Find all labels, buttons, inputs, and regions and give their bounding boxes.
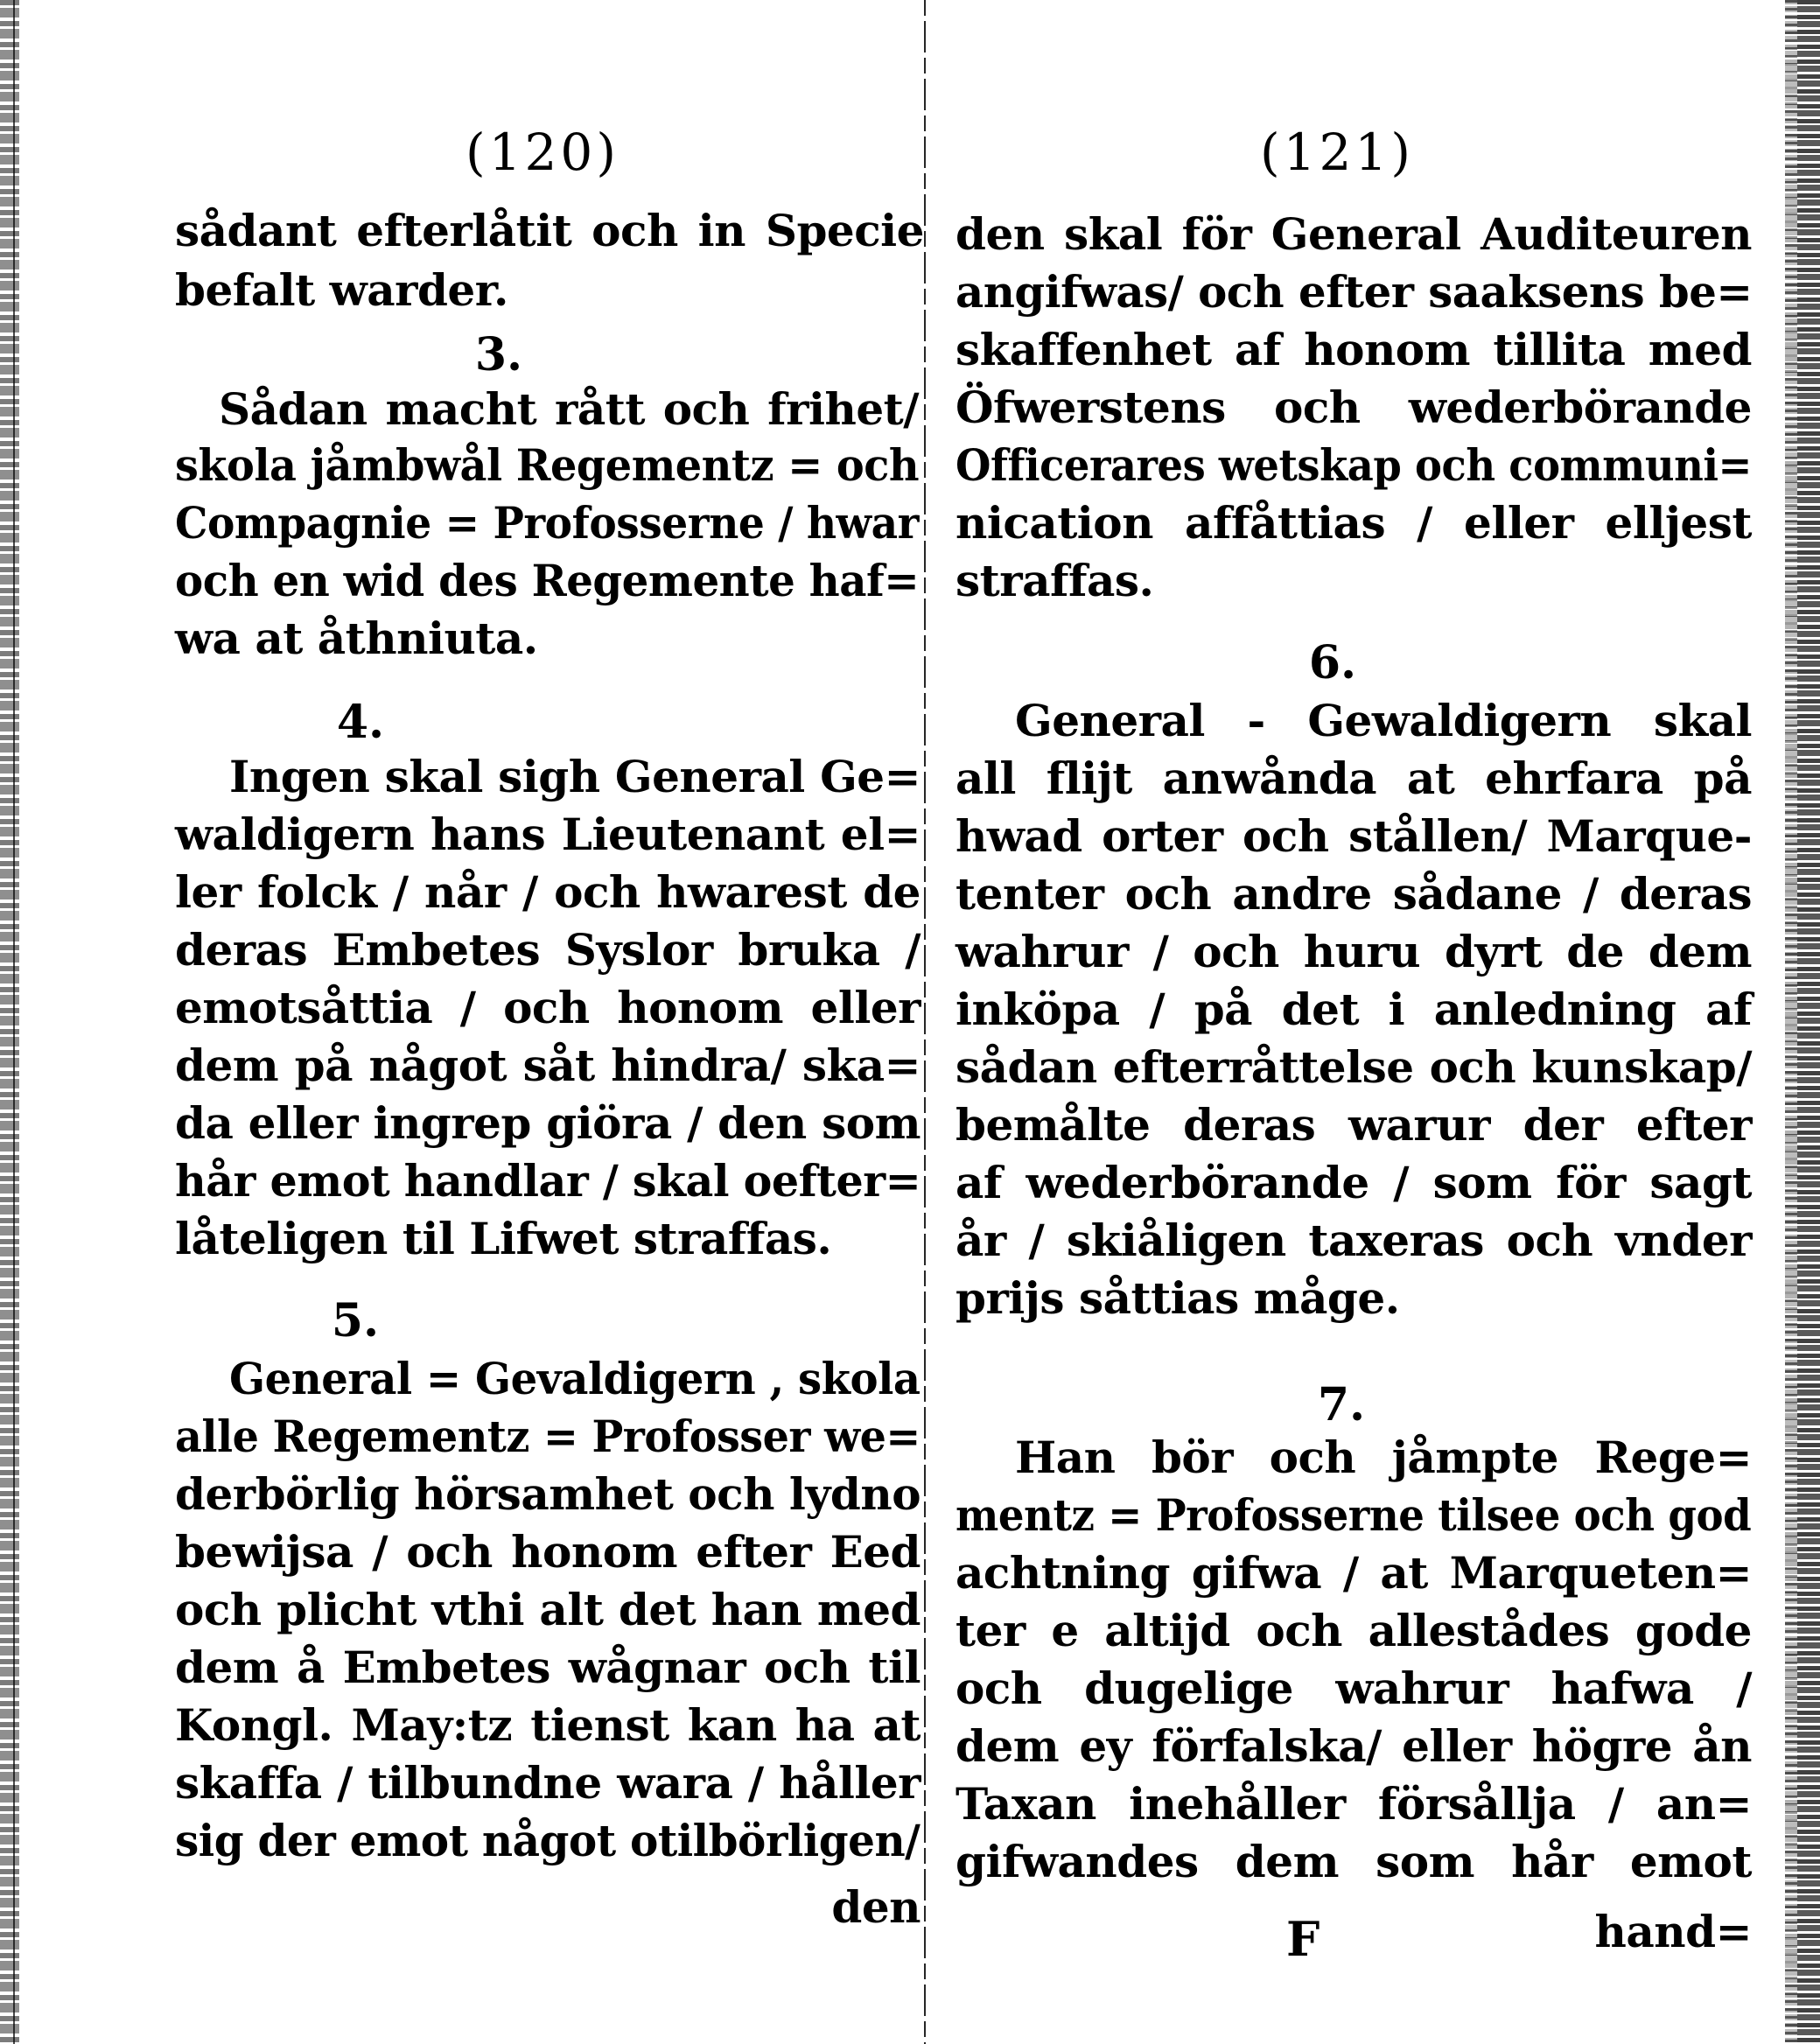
right-page — [926, 0, 1820, 2044]
text-line: sådant efterlåtit och in Specie — [175, 205, 924, 256]
text-line: Taxan inehåller försållja / an= — [956, 1778, 1752, 1830]
text-line: Öfwerstens och wederbörande — [956, 382, 1752, 433]
text-line: Han bör och jåmpte Rege= — [1015, 1432, 1752, 1483]
text-line: år / skiåligen taxeras och vnder — [956, 1214, 1752, 1266]
text-line: General - Gewaldigern skal — [1015, 695, 1752, 746]
text-line: achtning gifwa / at Marqueten= — [956, 1547, 1752, 1599]
text-line: all flijt anwånda at ehrfara på — [956, 752, 1752, 804]
text-line: waldigern hans Lieutenant el= — [175, 808, 920, 860]
text-line: sig der emot något otilbörligen/ — [175, 1815, 920, 1866]
text-line: wahrur / och huru dyrt de dem — [956, 926, 1752, 977]
text-line: ter e altijd och allestådes gode — [956, 1605, 1752, 1656]
text-line: skaffa / tilbundne wara / håller — [175, 1757, 920, 1809]
text-line: Ingen skal sigh General Ge= — [229, 751, 920, 802]
text-line: inköpa / på det i anledning af — [956, 984, 1752, 1035]
text-line: emotsåttia / och honom eller — [175, 982, 920, 1033]
section-number: 6. — [1308, 636, 1357, 690]
text-line: hwad orter och stållen/ Marque- — [956, 810, 1752, 862]
text-line: och plicht vthi alt det han med — [175, 1584, 920, 1635]
text-line: tenter och andre sådane / deras — [956, 868, 1752, 920]
text-line: skaffenhet af honom tillita med — [956, 324, 1752, 375]
section-number: 7. — [1317, 1378, 1366, 1432]
text-line: hår emot handlar / skal oefter= — [175, 1155, 921, 1207]
catchword: den — [831, 1881, 920, 1933]
text-line: låteligen til Lifwet straffas. — [175, 1213, 832, 1264]
text-line: deras Embetes Syslor bruka / — [175, 924, 920, 976]
page-number-left: (120) — [466, 122, 620, 182]
page-number-right: (121) — [1260, 122, 1414, 182]
text-line: Kongl. May:tz tienst kan ha at — [175, 1699, 920, 1751]
text-line: mentz = Profosserne tilsee och god — [956, 1489, 1752, 1541]
text-line: straffas. — [956, 555, 1154, 606]
text-line: prijs såttias måge. — [956, 1272, 1400, 1324]
text-line: bewijsa / och honom efter Eed — [175, 1526, 920, 1578]
signature-mark: F — [1286, 1911, 1320, 1967]
text-line: dem på något såt hindra/ ska= — [175, 1040, 920, 1091]
text-line: nication affåttias / eller elljest — [956, 497, 1752, 549]
text-line: sådan efterråttelse och kunskap/ — [956, 1041, 1752, 1093]
text-line: Officerares wetskap och communi= — [956, 439, 1752, 491]
text-line: dem ey förfalska/ eller högre ån — [956, 1720, 1752, 1772]
text-line: af wederbörande / som för sagt — [956, 1157, 1752, 1208]
text-line: alle Regementz = Profosser we= — [175, 1410, 920, 1462]
section-number: 5. — [331, 1294, 380, 1348]
text-line: den skal för General Auditeuren — [956, 208, 1752, 260]
section-number: 4. — [336, 696, 385, 749]
text-line: ler folck / når / och hwarest de — [175, 866, 920, 918]
text-line: dem å Embetes wågnar och til — [175, 1642, 920, 1693]
text-line: befalt warder. — [175, 264, 508, 316]
text-line: derbörlig hörsamhet och lydno — [175, 1468, 921, 1520]
catchword: hand= — [1594, 1906, 1752, 1957]
text-line: och dugelige wahrur hafwa / — [956, 1662, 1752, 1714]
text-line: Sådan macht rått och frihet/ — [219, 383, 919, 435]
text-line: General = Gevaldigern , skola — [229, 1353, 920, 1404]
text-line: bemålte deras warur der efter — [956, 1099, 1752, 1151]
text-line: wa at åthniuta. — [175, 612, 538, 664]
text-line: da eller ingrep giöra / den som — [175, 1097, 920, 1149]
text-line: gifwandes dem som hår emot — [956, 1836, 1752, 1887]
text-line: Compagnie = Profosserne / hwar — [175, 497, 919, 549]
text-line: skola jåmbwål Regementz = och — [175, 439, 920, 491]
text-line: angifwas/ och efter saaksens be= — [956, 266, 1753, 318]
section-number: 3. — [474, 328, 523, 382]
text-line: och en wid des Regemente haf= — [175, 555, 920, 606]
